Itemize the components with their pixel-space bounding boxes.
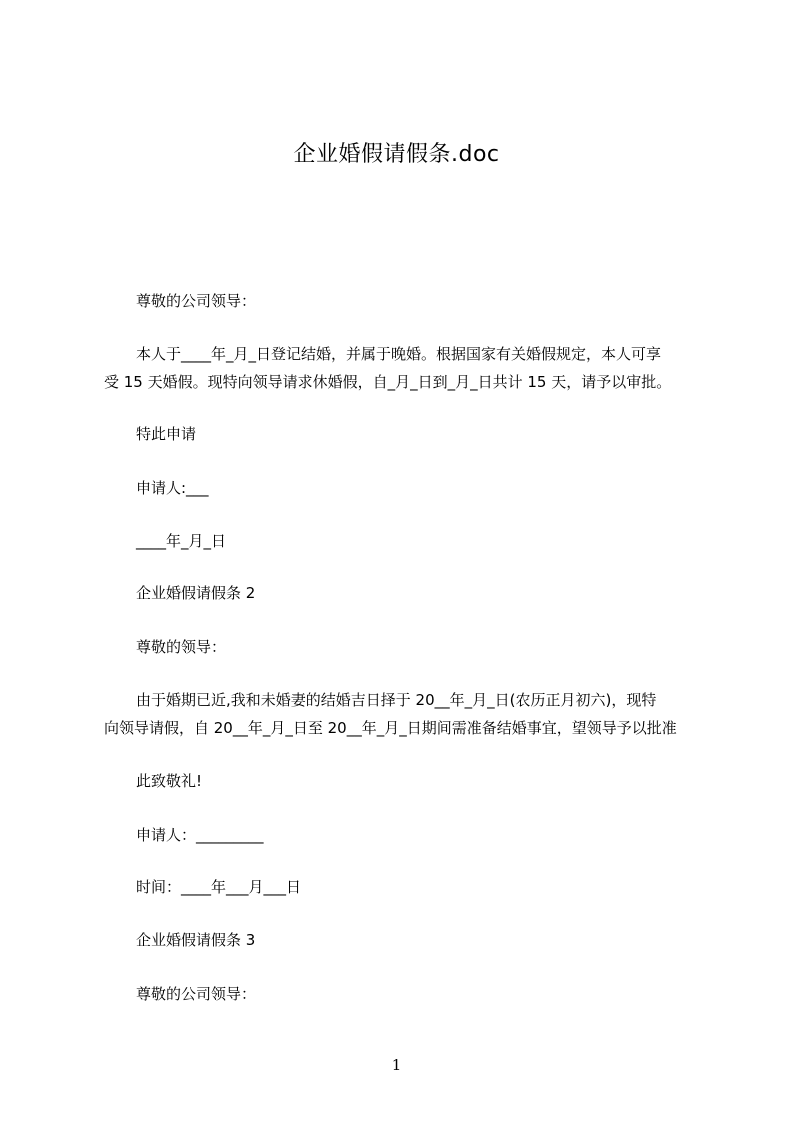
- section1-salutation: 尊敬的公司领导：: [136, 292, 257, 310]
- section1-closing: 特此申请: [136, 425, 197, 443]
- document-title: 企业婚假请假条.doc: [293, 142, 500, 167]
- section2-salutation: 尊敬的领导：: [136, 638, 227, 656]
- section1-applicant: 申请人:___: [136, 479, 209, 497]
- section1-body: [104, 340, 700, 396]
- section1-body-line2: 受 15 天婚假。现特向领导请求休婚假，自_月_日到_月_日共计 15 天，请予以审批。: [104, 373, 672, 391]
- section2-heading: 企业婚假请假条 2: [136, 584, 256, 602]
- section2-body-line1: 由于婚期已近,我和未婚妻的结婚吉日择于 20__年_月_日(农历正月初六)，现特: [136, 691, 657, 709]
- section2-closing: 此致敬礼!: [136, 772, 203, 790]
- section3-salutation: 尊敬的公司领导：: [136, 985, 257, 1003]
- section2-date: 时间：____年___月___日: [136, 878, 302, 896]
- page-number: 1: [391, 1056, 402, 1074]
- section1-date: ____年_月_日: [136, 532, 227, 550]
- section2-applicant: 申请人：_________: [136, 826, 264, 844]
- section1-body-line1: 本人于____年_月_日登记结婚，并属于晚婚。根据国家有关婚假规定，本人可享: [136, 345, 662, 363]
- section2-body-line2: 向领导请假，自 20__年_月_日至 20__年_月_日期间需准备结婚事宜，望领导予以批准: [104, 719, 677, 737]
- section2-body: [104, 686, 700, 742]
- section3-heading: 企业婚假请假条 3: [136, 931, 256, 949]
